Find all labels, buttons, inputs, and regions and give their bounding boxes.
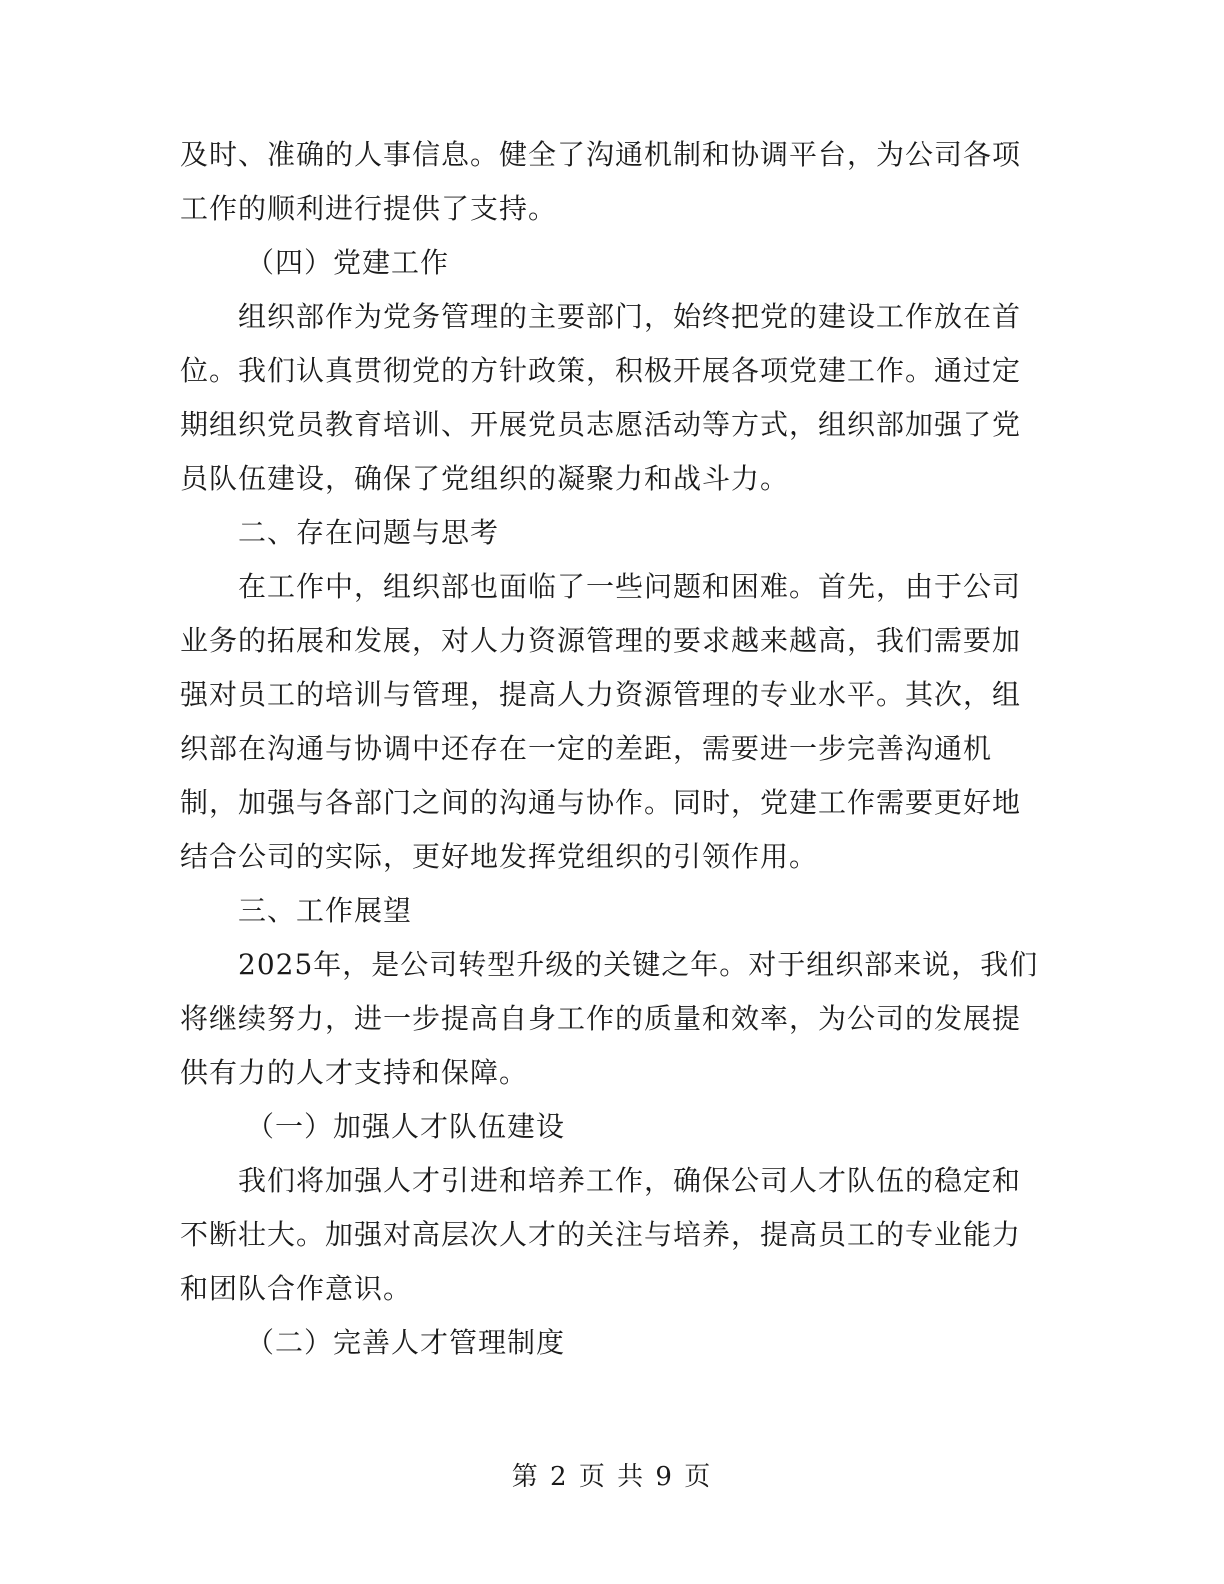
page-number-footer: 第 2 页 共 9 页 xyxy=(511,1462,713,1492)
subsection-heading-party-building: （四）党建工作 xyxy=(246,246,450,279)
paragraph-continuation: 及时、准确的人事信息。健全了沟通机制和协调平台，为公司各项工作的顺利进行提供了支持。 xyxy=(180,138,1022,225)
paragraph-talent-team: 我们将加强人才引进和培养工作，确保公司人才队伍的稳定和不断壮大。加强对高层次人才的关注与培养，提高员工的专业能力和团队合作意识。 xyxy=(180,1164,1022,1305)
subsection-heading-talent-system: （二）完善人才管理制度 xyxy=(246,1326,566,1359)
document-body xyxy=(180,128,1040,1370)
subsection-heading-talent-team: （一）加强人才队伍建设 xyxy=(246,1110,566,1143)
paragraph-outlook: 2025年，是公司转型升级的关键之年。对于组织部来说，我们将继续努力，进一步提高自身工作的质量和效率，为公司的发展提供有力的人才支持和保障。 xyxy=(180,948,1039,1089)
paragraph-problems: 在工作中，组织部也面临了一些问题和困难。首先，由于公司业务的拓展和发展，对人力资源管理的要求越来越高，我们需要加强对员工的培训与管理，提高人力资源管理的专业水平。其次，组织部在沟通与协调中还存在一定的差距，需要进一步完善沟通机制，加强与各部门之间的沟通与协作。同时，党建工作需要更好地结合公司的实际，更好地发挥党组织的引领作用。 xyxy=(180,570,1022,873)
section-heading-problems: 二、存在问题与思考 xyxy=(238,516,500,549)
section-heading-outlook: 三、工作展望 xyxy=(238,894,413,927)
paragraph-party-building: 组织部作为党务管理的主要部门，始终把党的建设工作放在首位。我们认真贯彻党的方针政策，积极开展各项党建工作。通过定期组织党员教育培训、开展党员志愿活动等方式，组织部加强了党员队伍建设，确保了党组织的凝聚力和战斗力。 xyxy=(180,300,1022,495)
